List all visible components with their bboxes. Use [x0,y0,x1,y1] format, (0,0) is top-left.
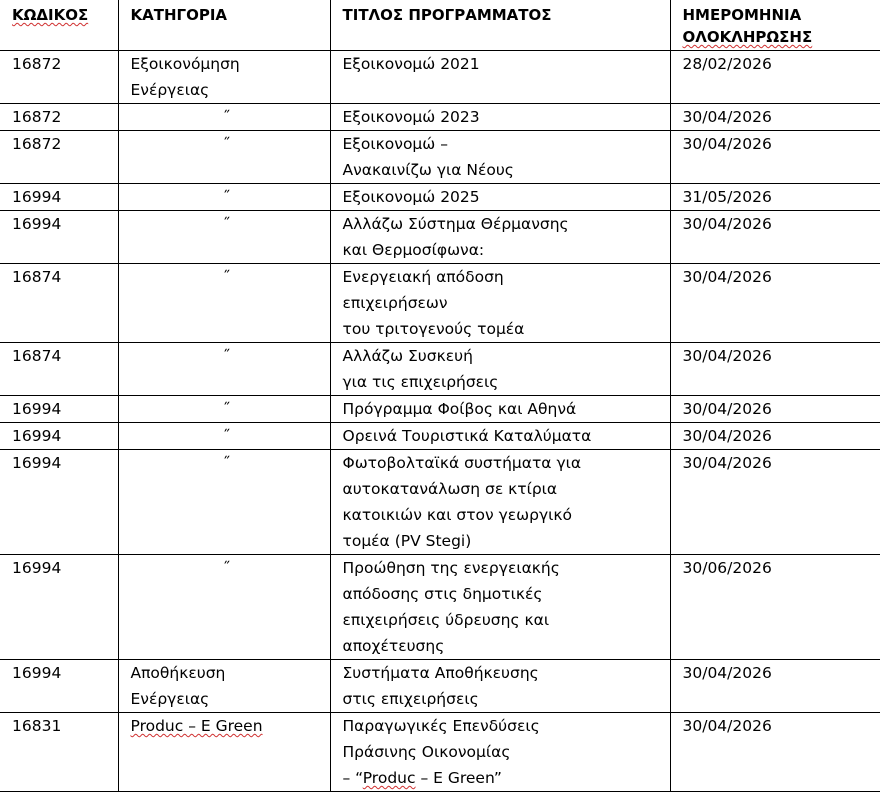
cell-category [118,51,330,104]
cell-category [118,131,330,184]
cell-code: 16994 [0,450,118,555]
table-row [0,184,880,211]
cell-category [118,264,330,343]
table-row [0,660,880,713]
ditto-mark: ˝ [222,427,231,445]
title-line: κατοικιών και στον γεωργικό [342,506,573,524]
title-line: Φωτοβολταϊκά συστήματα για [342,454,582,472]
ditto-mark: ˝ [222,135,231,153]
cell-date: 30/04/2026 [670,343,880,396]
cell-date: 30/04/2026 [670,423,880,450]
cell-title [330,104,670,131]
title-line: Συστήματα Αποθήκευσης [342,664,539,682]
table-row [0,104,880,131]
cell-category [118,396,330,423]
cell-category [118,713,330,792]
header-code: ΚΩΔΙΚΟΣ [0,0,118,51]
cell-date: 30/06/2026 [670,555,880,660]
cell-code: 16994 [0,555,118,660]
cell-category [118,211,330,264]
cell-category [118,343,330,396]
cell-title [330,423,670,450]
table-row [0,555,880,660]
cell-code: 16994 [0,184,118,211]
table-row [0,713,880,792]
title-line: απόδοσης στις δημοτικές [342,585,543,603]
ditto-mark: ˝ [222,268,231,286]
table-row [0,211,880,264]
cell-date: 30/04/2026 [670,264,880,343]
cell-code: 16874 [0,264,118,343]
table-row [0,343,880,396]
cell-code: 16994 [0,211,118,264]
title-line: Εξοικονομώ 2021 [342,55,480,73]
ditto-mark: ˝ [222,108,231,126]
cell-date: 30/04/2026 [670,104,880,131]
cell-category [118,184,330,211]
cell-title [330,51,670,104]
table-row [0,450,880,555]
title-line: Ενεργειακή απόδοση [342,268,504,286]
cell-title [330,211,670,264]
header-row [0,0,880,51]
cell-title [330,660,670,713]
title-line: αυτοκατανάλωση σε κτίρια [342,480,558,498]
cell-title [330,396,670,423]
title-line: Εξοικονομώ – [342,135,448,153]
table-row [0,264,880,343]
title-line: Αλλάζω Συσκευή [342,347,473,365]
title-line: Ανακαινίζω για Νέους [342,161,514,179]
cell-code: 16831 [0,713,118,792]
cell-date: 30/04/2026 [670,660,880,713]
cell-title [330,264,670,343]
category-line: Produc – E Green [130,717,263,735]
ditto-mark: ˝ [222,347,231,365]
cell-code: 16994 [0,396,118,423]
category-line: Ενέργειας [130,81,210,99]
cell-code: 16872 [0,104,118,131]
cell-title [330,131,670,184]
cell-category [118,555,330,660]
header-category: ΚΑΤΗΓΟΡΙΑ [118,0,330,51]
cell-code: 16994 [0,660,118,713]
title-line: αποχέτευσης [342,637,445,655]
title-line: – “Produc – E Green” [342,769,502,787]
cell-category [118,104,330,131]
table-row [0,423,880,450]
title-line: στις επιχειρήσεις [342,690,479,708]
title-line: και Θερμοσίφωνα: [342,241,485,259]
title-line: για τις επιχειρήσεις [342,373,499,391]
ditto-mark: ˝ [222,400,231,418]
cell-category [118,450,330,555]
cell-code: 16994 [0,423,118,450]
title-line: Πράσινης Οικονομίας [342,743,511,761]
cell-date: 30/04/2026 [670,450,880,555]
title-line: Αλλάζω Σύστημα Θέρμανσης [342,215,569,233]
cell-date: 28/02/2026 [670,51,880,104]
cell-date: 30/04/2026 [670,131,880,184]
cell-date: 30/04/2026 [670,211,880,264]
cell-date: 31/05/2026 [670,184,880,211]
table-row [0,396,880,423]
ditto-mark: ˝ [222,188,231,206]
table-row [0,51,880,104]
title-line: Εξοικονομώ 2025 [342,188,480,206]
title-line: επιχειρήσεων [342,294,448,312]
header-date: ΗΜΕΡΟΜΗΝΙΑ ΟΛΟΚΛΗΡΩΣΗΣ [670,0,880,51]
header-title: ΤΙΤΛΟΣ ΠΡΟΓΡΑΜΜΑΤΟΣ [330,0,670,51]
title-line: Πρόγραμμα Φοίβος και Αθηνά [342,400,577,418]
title-line: Προώθηση της ενεργειακής [342,559,560,577]
title-line: Εξοικονομώ 2023 [342,108,480,126]
category-line: Εξοικονόμηση [130,55,240,73]
ditto-mark: ˝ [222,559,231,577]
title-line: Παραγωγικές Επενδύσεις [342,717,540,735]
category-line: Ενέργειας [130,690,210,708]
cell-title [330,343,670,396]
cell-title [330,184,670,211]
cell-code: 16874 [0,343,118,396]
table-row [0,131,880,184]
cell-code: 16872 [0,51,118,104]
cell-title [330,555,670,660]
cell-title [330,713,670,792]
ditto-mark: ˝ [222,215,231,233]
cell-title [330,450,670,555]
title-line: επιχειρήσεις ύδρευσης και [342,611,550,629]
title-line: Ορεινά Τουριστικά Καταλύματα [342,427,592,445]
cell-date: 30/04/2026 [670,713,880,792]
category-line: Αποθήκευση [130,664,226,682]
cell-category [118,423,330,450]
cell-date: 30/04/2026 [670,396,880,423]
title-line: τομέα (PV Stegi) [342,532,472,550]
cell-category [118,660,330,713]
ditto-mark: ˝ [222,454,231,472]
title-line: του τριτογενούς τομέα [342,320,525,338]
cell-code: 16872 [0,131,118,184]
